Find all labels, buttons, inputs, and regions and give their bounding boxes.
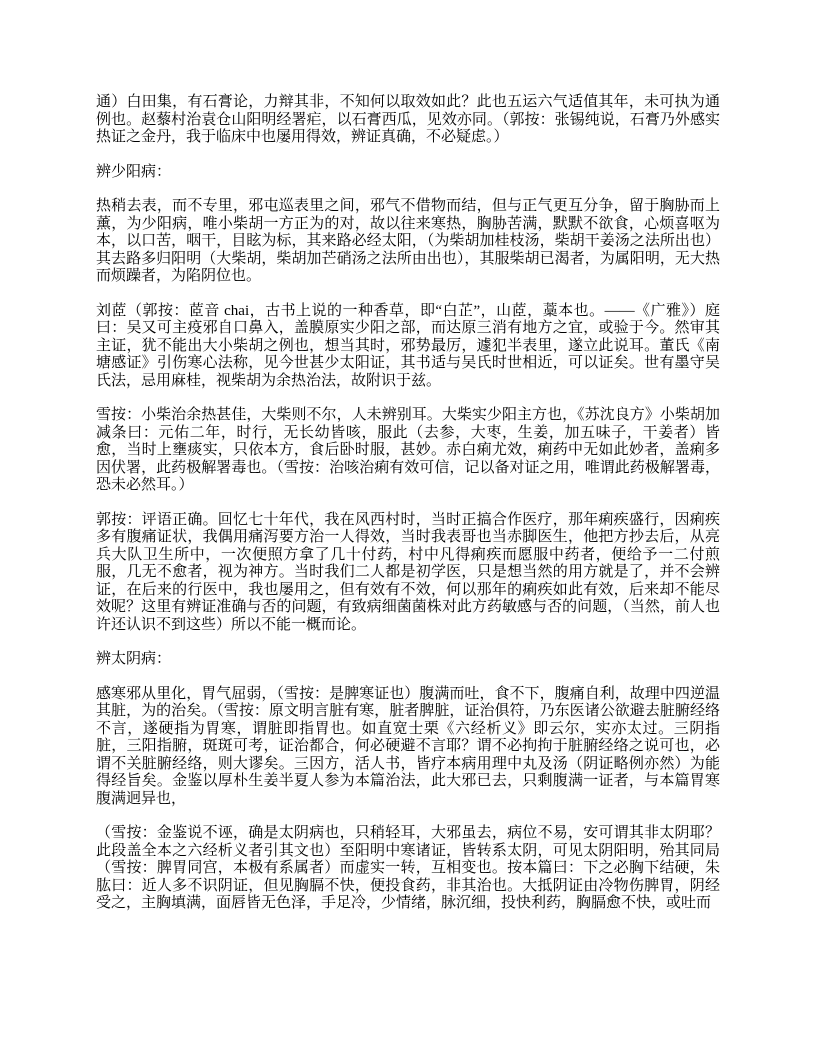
paragraph-liuchai-note: 刘茝（郭按：茝音 chai，古书上说的一种香草，即“白芷”，山茝，藁本也。——《广雅》）庭曰：吴又可主疫邪自口鼻入，盖膜原实少阳之部，而达原三消有地方之宜，或验于今。然审其主证，犹不能出大小柴胡之例也，想当其时，邪势最厉，遽犯半表里，遂立此说耳。董氏《南塘感证》引伤寒心法称，见今世甚少太阳证，其书适与吴氏时世相近，可以证矣。世有墨守吴氏法，忌用麻桂，视柴胡为余热治法，故附识于兹。: [96, 302, 720, 389]
paragraph-continuation-shigao: 通）白田集，有石膏论，力辩其非，不知何以取效如此？此也五运六气适值其年，未可执为通例也。赵藜村治袁仓山阳明经署疟，以石膏西瓜，见效亦同。（郭按：张锡纯说，石膏乃外感实热证之金丹，我于临床中也屡用得效，辨证真确，不必疑虑。）: [96, 94, 720, 145]
section-heading-taiyin: 辨太阴病：: [96, 651, 172, 667]
paragraph-xuean-xiaochai: 雪按：小柴治余热甚佳，大柴则不尔，人未辨别耳。大柴实少阳主方也，《苏沈良方》小柴胡加减条曰：元佑二年，时行，无长幼皆咳，服此（去参，大枣，生姜，加五味子，干姜者）皆愈，当时上壅痰实，只依本方，食后卧时服，甚妙。赤白痢尤效，痢药中无如此妙者，盖痢多因伏署，此药极解署毒也。（雪按：治咳治痢有效可信，记以备对证之用，唯谓此药极解署毒，恐未必然耳。）: [96, 407, 720, 493]
paragraph-guoan-memoir: 郭按：评语正确。回忆七十年代，我在风西村时，当时正搞合作医疗，那年痢疾盛行，因痢疾多有腹痛证状，我偶用痛泻要方治一人得效，当时我表哥也当赤脚医生，他把方抄去后，从亮兵大队卫生所中，一次便照方拿了几十付药，村中凡得痢疾而愿服中药者，便给予一二付煎服，几无不愈者，视为神方。当时我们二人都是初学医，只是想当然的用方就是了，并不会辨证，在后来的行医中，我也屡用之，但有效有不效，何以那年的痢疾如此有效，后来却不能尽效呢？这里有辨证准确与否的问题，有致病细菌菌株对此方药敏感与否的问题，（当然，前人也许还认识不到这些）所以不能一概而论。: [96, 511, 720, 633]
paragraph-taiyin-overview: 感寒邪从里化，胃气屈弱，（雪按：是脾寒证也）腹满而吐，食不下，腹痛自利，故理中四逆温其脏，为的治矣。（雪按：原文明言脏有寒，脏者脾脏，证治俱符，乃东医诸公欲避去脏腑经络不言，遂硬指为胃寒，谓脏即指胃也。如直宽士栗《六经析义》即云尔，实亦太过。三阴指脏，三阳指腑，斑斑可考，证治都合，何必硬避不言耶？谓不必拘拘于脏腑经络之说可也，必谓不关脏腑经络，则大谬矣。三因方，活人书，皆疗本病用理中丸及汤（阴证略例亦然）为能得经旨矣。金鉴以厚朴生姜半夏人参为本篇治法，此大邪已去，只剩腹满一证者，与本篇胃寒腹满迥异也，: [96, 685, 720, 807]
paragraph-shaoyang-overview: 热稍去表，而不专里，邪屯巡表里之间，邪气不借物而结，但与正气更互分争，留于胸胁而上薰，为少阳病，唯小柴胡一方正为的对，故以往来寒热，胸胁苦满，默默不欲食，心烦喜呕为本，以口苦，咽干，目眩为标，其来路必经太阳，（为柴胡加桂枝汤，柴胡干姜汤之法所出也）其去路多归阳明（大柴胡，柴胡加芒硝汤之法所由出也），其服柴胡已渴者，为属阳明，无大热而烦躁者，为陷阴位也。: [96, 198, 720, 284]
text-body: [96, 94, 720, 913]
section-heading-shaoyang: 辨少阳病：: [96, 163, 172, 180]
paragraph-xuean-jinjian: （雪按：金鉴说不诬，确是太阴病也，只稍轻耳，大邪虽去，病位不易，安可谓其非太阴耶？此段盖全本之六经析义者引其文也）至阳明中寒诸证，皆转系太阴，可见太阴阳明，殆其同局（雪按：脾胃同宫，本极有系属者）而虚实一转，互相变也。按本篇曰：下之必胸下结硬，朱肱曰：近人多不识阴证，但见胸膈不快，便投食药，非其治也。大抵阴证由冷物伤脾胃，阴经受之，主胸填满，面唇皆无色泽，手足冷，少情绪，脉沉细，投快利药，胸膈愈不快，或吐而: [96, 825, 720, 911]
